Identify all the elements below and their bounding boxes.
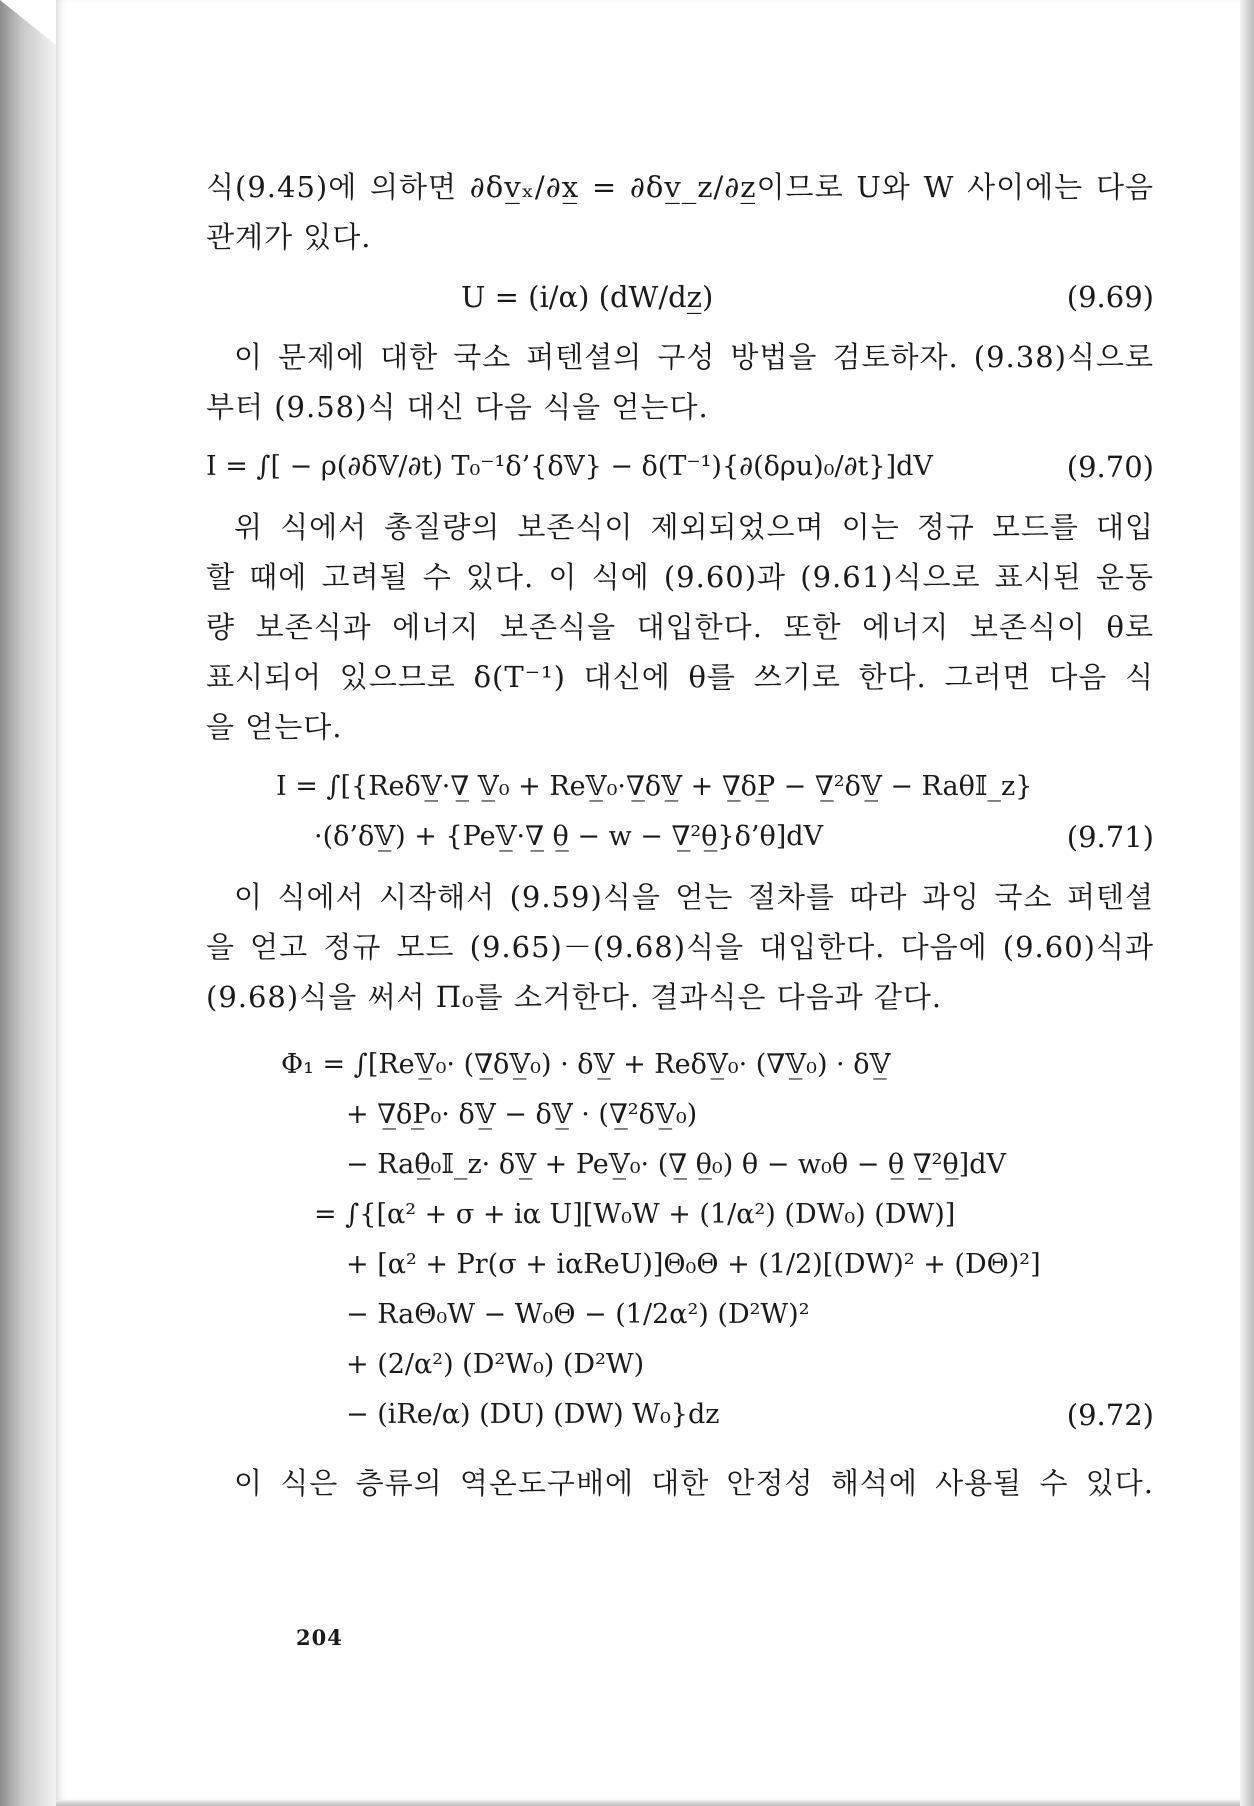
- equation-9-69: [206, 272, 1154, 322]
- paragraph-line: 식(9.45)에 의하면 ∂δv̲ₓ/∂x̲ = ∂δv̲_z/∂z̲이므로 U와 W 사이에는 다음: [206, 170, 1154, 204]
- paragraph-line: 량 보존식과 에너지 보존식을 대입한다. 또한 에너지 보존식이 θ로: [206, 610, 1154, 644]
- paragraph-line: 할 때에 고려될 수 있다. 이 식에 (9.60)과 (9.61)식으로 표시된 운동: [206, 560, 1154, 594]
- equation-9-72-line-3: [206, 1140, 1154, 1190]
- page-number: 204: [296, 1625, 343, 1650]
- equation-9-71-line-1: [206, 762, 1154, 812]
- book-spine: [0, 0, 56, 1806]
- equation-9-72-line-7: [206, 1340, 1154, 1390]
- equation-body: − RaΘ₀W − W₀Θ − (1/2α²) (D²W)²: [346, 1299, 810, 1330]
- paragraph-5: [206, 1458, 1154, 1508]
- paragraph-1: [206, 162, 1154, 262]
- equation-body: + ∇̲δP̲₀· δ𝕍̲ − δ𝕍̲ · (∇̲²δ𝕍̲₀): [346, 1099, 698, 1130]
- equation-body: I = ∫[ − ρ(∂δ𝕍/∂t) T₀⁻¹δ’{δ𝕍} − δ(T⁻¹){∂(δρu)₀/∂t}]dV: [206, 451, 933, 482]
- equation-body: − Raθ̲̇₀𝕀_z· δ𝕍̲ + Pe𝕍̲₀· (∇̲ θ̲₀) θ − w₀θ − θ̲ ∇̲²θ̲]dV: [346, 1149, 1006, 1180]
- equation-9-72-line-4: [206, 1190, 1154, 1240]
- equation-body: U = (i/α) (dW/dz̲): [461, 280, 714, 314]
- paragraph-line: 부터 (9.58)식 대신 다음 식을 얻는다.: [206, 390, 709, 424]
- equation-9-72-line-2: [206, 1090, 1154, 1140]
- equation-body: + (2/α²) (D²W₀) (D²W): [346, 1349, 645, 1380]
- equation-9-72-line-5: [206, 1240, 1154, 1290]
- paragraph-line: 이 문제에 대한 국소 퍼텐셜의 구성 방법을 검토하자. (9.38)식으로: [234, 340, 1154, 374]
- paragraph-3: [206, 502, 1154, 752]
- paragraph-line: 표시되어 있으므로 δ(T⁻¹) 대신에 θ를 쓰기로 한다. 그러면 다음 식: [206, 660, 1154, 694]
- equation-body: I = ∫[{Reδ𝕍̲·∇̲ 𝕍̲₀ + Re𝕍̲₀·∇̲δ𝕍̲ + ∇̲δP̲ − ∇̲²δ𝕍̲ − Raθ𝕀_z}: [276, 771, 1033, 802]
- equation-body: − (iRe/α) (DU) (DW) W₀}dz: [346, 1399, 720, 1430]
- equation-number: (9.72): [1066, 1398, 1154, 1432]
- paragraph-2: [206, 332, 1154, 432]
- equation-9-70: [206, 442, 1154, 492]
- paragraph-4: [206, 872, 1154, 1022]
- paragraph-line: (9.68)식을 써서 Π₀를 소거한다. 결과식은 다음과 같다.: [206, 980, 943, 1014]
- page-content: [206, 162, 1154, 1508]
- equation-body: Φ₁ = ∫[Re𝕍̲₀· (∇̲δ𝕍̲₀) · δ𝕍̲ + Reδ𝕍̲₀· (∇𝕍̲₀) · δ𝕍̲: [281, 1049, 891, 1080]
- equation-number: (9.69): [1066, 280, 1154, 314]
- paragraph-line: 을 얻는다.: [206, 710, 343, 744]
- paragraph-line: 을 얻고 정규 모드 (9.65)－(9.68)식을 대입한다. 다음에 (9.60)식과: [206, 930, 1154, 964]
- book-page: [56, 0, 1240, 1800]
- equation-number: (9.70): [1066, 450, 1154, 484]
- paragraph-line: 위 식에서 총질량의 보존식이 제외되었으며 이는 정규 모드를 대입: [234, 510, 1154, 544]
- book-edge-right: [1240, 0, 1254, 1806]
- paragraph-line: 이 식은 층류의 역온도구배에 대한 안정성 해석에 사용될 수 있다.: [234, 1466, 1154, 1500]
- equation-number: (9.71): [1066, 820, 1154, 854]
- equation-body: + [α² + Pr(σ + iαReU)]Θ₀Θ + (1/2)[(DW)² + (DΘ)²]: [346, 1249, 1041, 1280]
- equation-body: ·(δ’δ𝕍̲) + {Pe𝕍̲·∇̲ θ̲ − w − ∇̲²θ̲}δ’θ]dV: [314, 821, 824, 852]
- equation-9-72-line-1: [206, 1040, 1154, 1090]
- equation-body: = ∫{[α² + σ + iα U][W₀W + (1/α²) (DW₀) (DW)]: [314, 1199, 956, 1230]
- paragraph-line: 이 식에서 시작해서 (9.59)식을 얻는 절차를 따라 과잉 국소 퍼텐셜: [234, 880, 1154, 914]
- equation-9-71-line-2: [206, 812, 1154, 862]
- equation-9-72-line-6: [206, 1290, 1154, 1340]
- book-edge-bottom: [56, 1800, 1240, 1806]
- paragraph-line: 관계가 있다.: [206, 220, 372, 254]
- equation-9-72-line-8: [206, 1390, 1154, 1440]
